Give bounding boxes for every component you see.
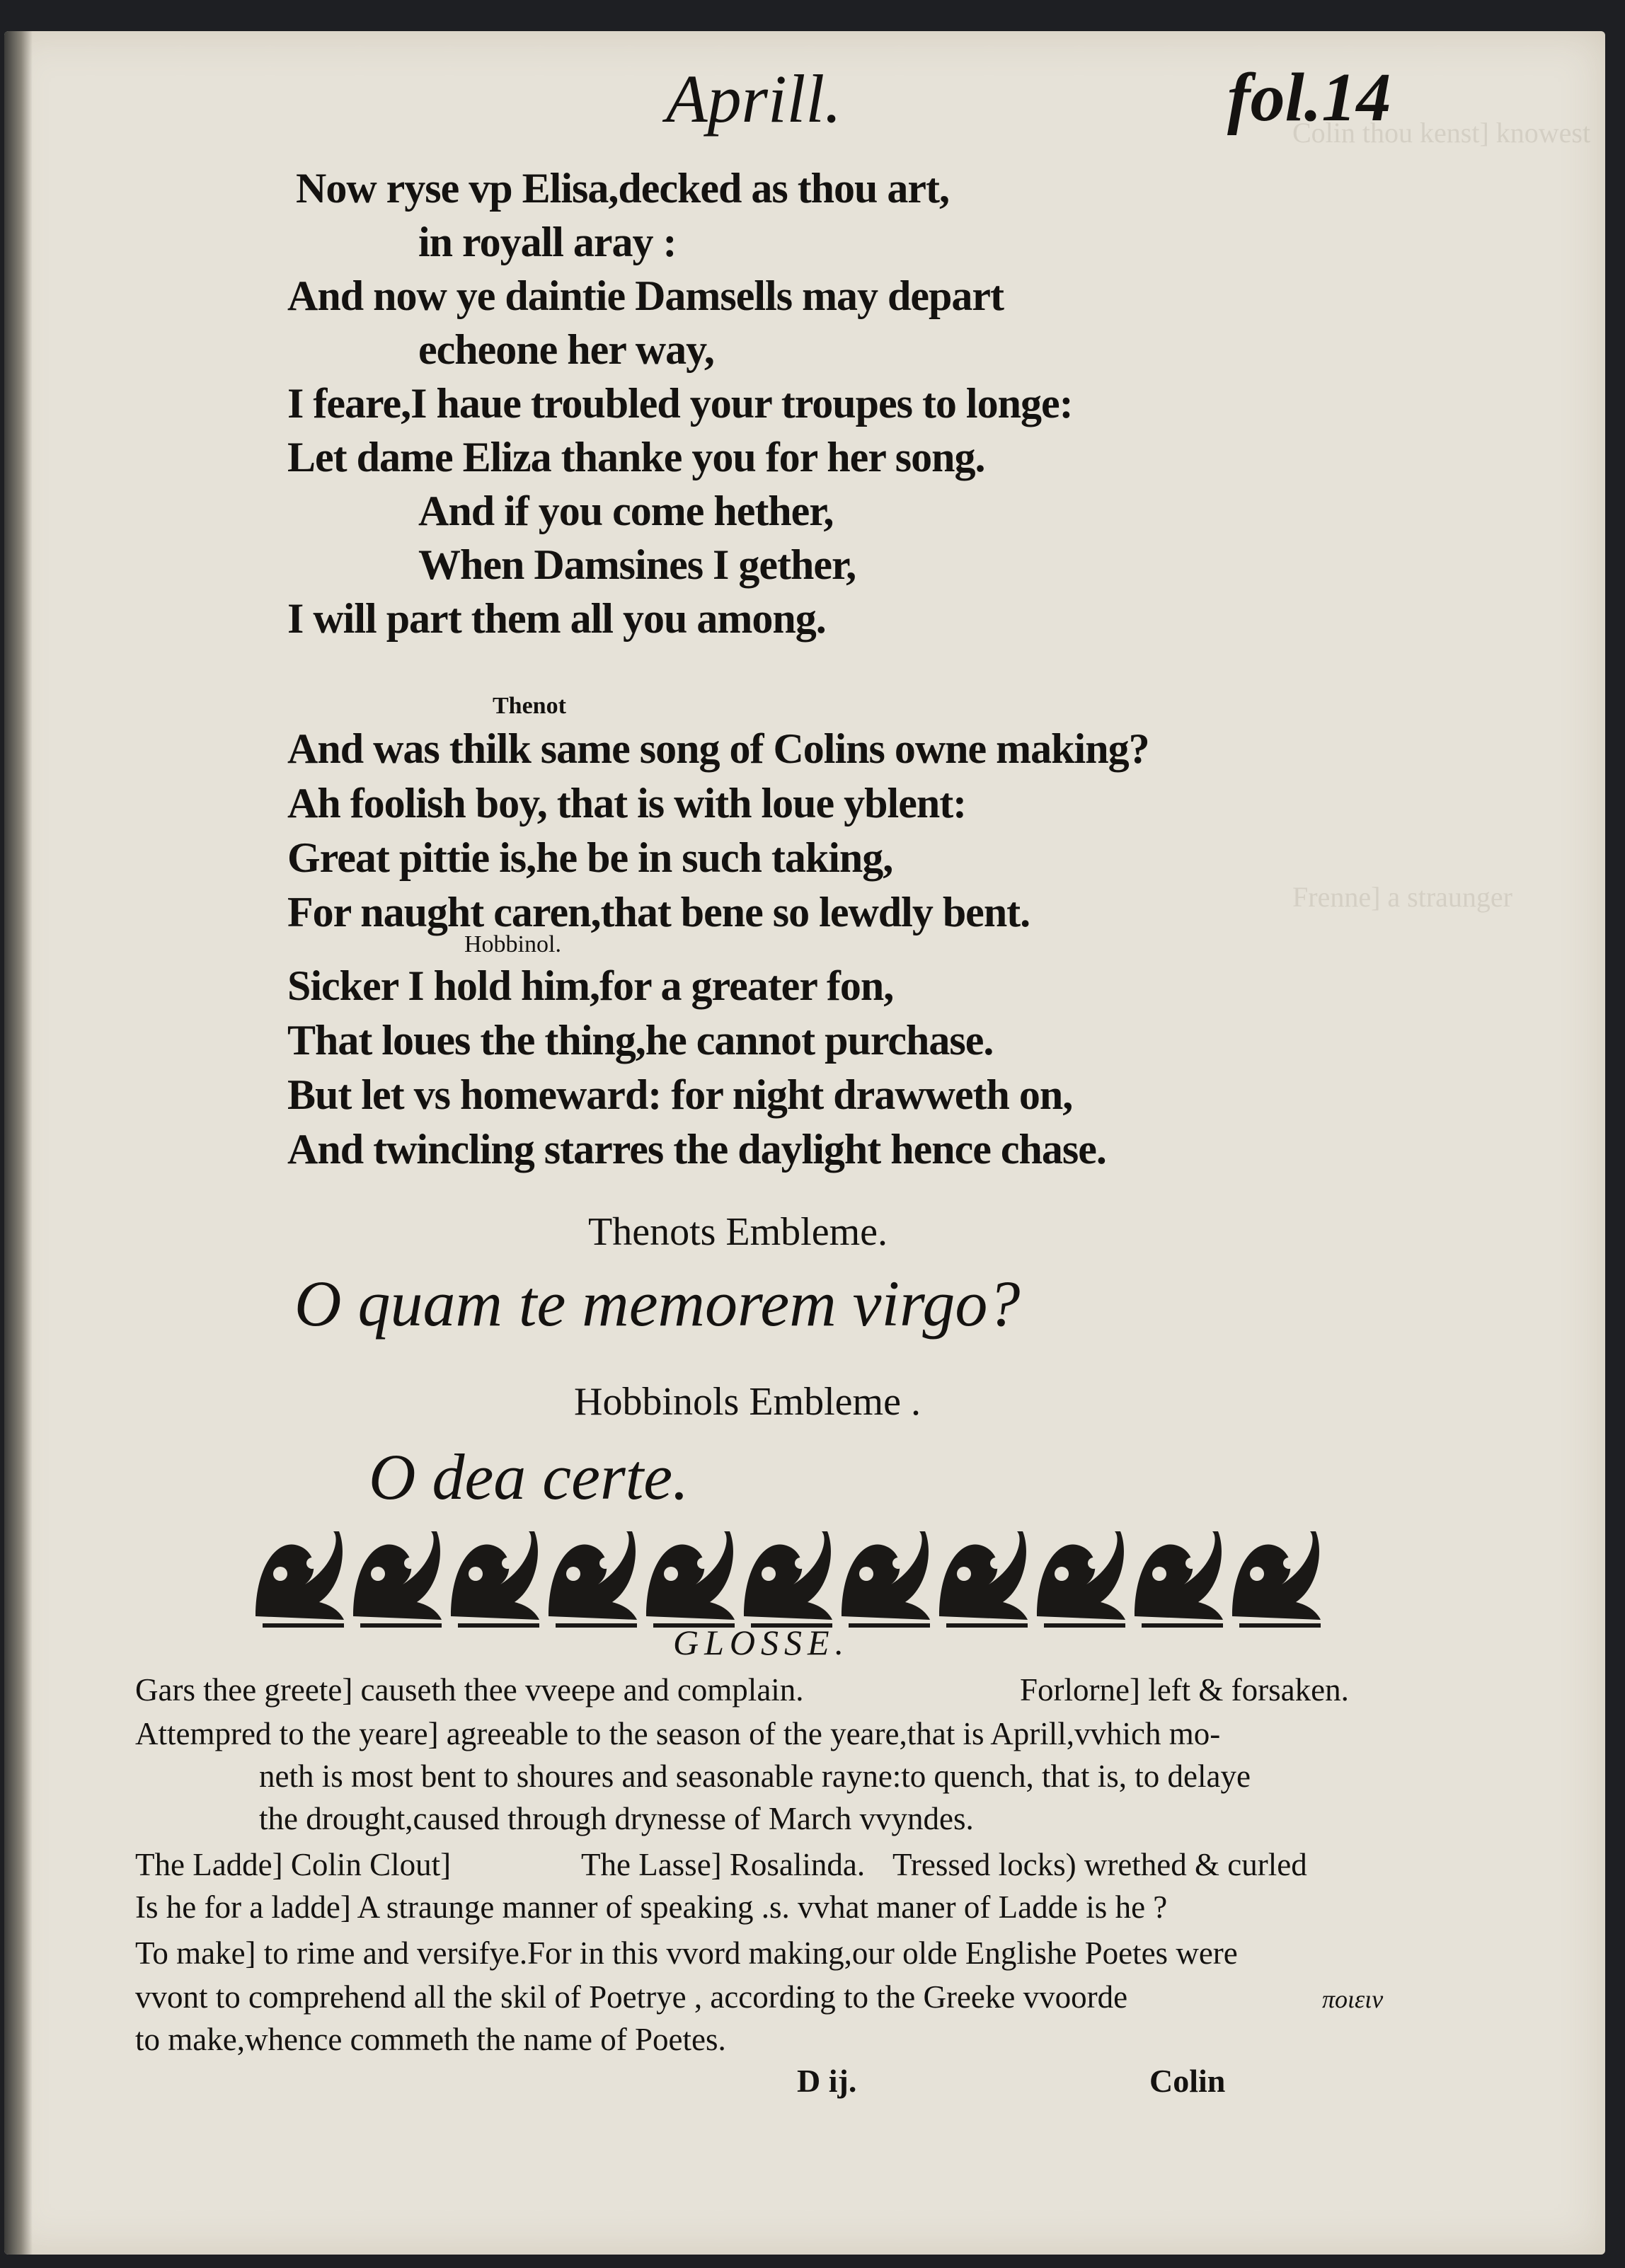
running-title: Aprill. (666, 61, 842, 137)
glosse-line: Is he for a ladde] A straunge manner of speaking .s. vvhat maner of Ladde is he ? (135, 1889, 1168, 1925)
dialogue-line: Great pittie is,he be in such taking, (287, 834, 893, 881)
speaker-name: Hobbinol. (464, 931, 561, 957)
dialogue-line: And was thilk same song of Colins owne making? (287, 725, 1149, 772)
glosse-heading: GLOSSE. (673, 1623, 850, 1662)
dialogue-line: Sicker I hold him,for a greater fon, (287, 962, 894, 1009)
poem-line: When Damsines I gether, (418, 541, 856, 588)
poem-line: I will part them all you among. (287, 595, 826, 642)
emblem-heading: Hobbinols Embleme . (574, 1380, 921, 1424)
speaker-name: Thenot (493, 693, 566, 719)
glosse-line: vvont to comprehend all the skil of Poetrye , according to the Greeke vvoorde (135, 1979, 1128, 2015)
glosse-line: Tressed locks) wrethed & curled (892, 1847, 1307, 1882)
emblem-heading: Thenots Embleme. (588, 1210, 888, 1254)
book-page (4, 31, 1605, 2255)
emblem-motto: O dea certe. (369, 1441, 689, 1513)
glosse-line: to make,whence commeth the name of Poetes. (135, 2022, 726, 2057)
catchword: Colin (1149, 2063, 1226, 2099)
ornament-border (248, 1524, 1324, 1630)
glosse-line: To make] to rime and versifye.For in this vvord making,our olde Englishe Poetes were (135, 1935, 1238, 1971)
dialogue-line: That loues the thing,he cannot purchase. (287, 1017, 994, 1064)
glosse-line: Forlorne] left & forsaken. (1020, 1672, 1349, 1708)
poem-line: Let dame Eliza thanke you for her song. (287, 434, 985, 480)
glosse-line: the drought,caused through drynesse of March vvyndes. (259, 1801, 974, 1836)
signature-mark: D ij. (797, 2063, 857, 2099)
glosse-line: The Ladde] Colin Clout] (135, 1847, 452, 1882)
glosse-line: neth is most bent to shoures and seasonable rayne:to quench, that is, to delaye (259, 1758, 1251, 1794)
dialogue-line: And twincling starres the daylight hence chase. (287, 1126, 1106, 1173)
glosse-line: The Lasse] Rosalinda. (581, 1847, 866, 1882)
poem-line: And now ye daintie Damsells may depart (287, 272, 1004, 319)
dialogue-line: Ah foolish boy, that is with loue yblent: (287, 780, 967, 827)
dialogue-line: For naught caren,that bene so lewdly bent. (287, 889, 1030, 936)
dialogue-line: But let vs homeward: for night drawweth on, (287, 1071, 1073, 1118)
glosse-line: Attempred to the yeare] agreeable to the season of the yeare,that is Aprill,vvhich mo- (135, 1716, 1221, 1751)
poem-line: echeone her way, (418, 326, 714, 373)
folio-number: fol.14 (1227, 59, 1391, 136)
greek-word: ποιειν (1322, 1985, 1384, 2013)
poem-line: I feare,I haue troubled your troupes to longe: (287, 380, 1073, 427)
page-spine-shadow (4, 31, 33, 2255)
poem-line: Now ryse vp Elisa,decked as thou art, (296, 165, 950, 212)
bleed-through: Colin thou kenst] knowest (1292, 117, 1591, 149)
glosse-line: Gars thee greete] causeth thee vveepe and complain. (135, 1672, 804, 1708)
bleed-through: Frenne] a straunger (1292, 881, 1512, 913)
poem-line: in royall aray : (418, 219, 677, 265)
emblem-motto: O quam te memorem virgo? (294, 1267, 1021, 1340)
poem-line: And if you come hether, (418, 488, 834, 534)
